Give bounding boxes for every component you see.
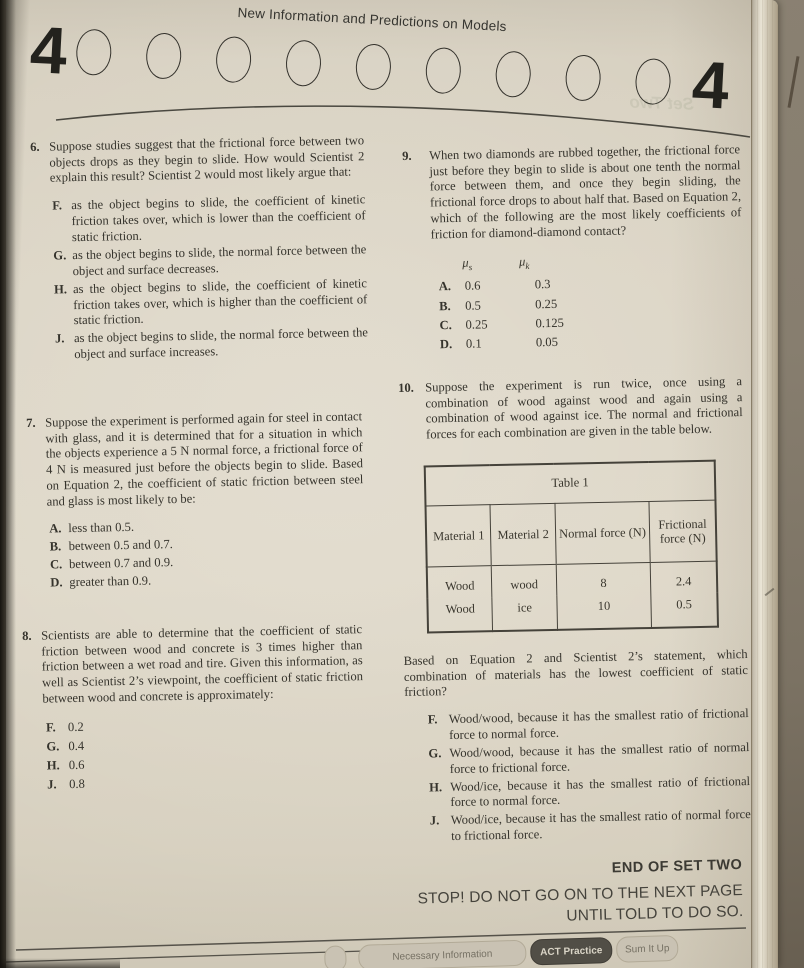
option-text: Wood/ice, because it has the smallest ratio of normal force to frictional force.: [450, 807, 751, 844]
question-stem-text: Suppose the experiment is run twice, once using a combination of wood against wood and again using a combination of wood against ice. The normal and frictional forces for each combination are given in the table below.: [424, 374, 743, 442]
cell-frictional-force: 0.5: [651, 592, 718, 627]
cell-normal-force: 8: [556, 562, 651, 595]
option-letter: F.: [427, 712, 438, 727]
tab-necessary-information: [358, 940, 527, 968]
option-A: [439, 273, 743, 295]
question-9: [402, 142, 744, 356]
question-8: [22, 622, 365, 796]
option-J: [34, 326, 369, 365]
option-text: Wood/wood, because it has the smallest ratio of normal force to frictional force.: [449, 739, 750, 776]
option-B: [439, 292, 743, 314]
option-letter: B.: [49, 539, 62, 554]
question-7-options: [28, 515, 365, 591]
option-text: between 0.7 and 0.9.: [68, 555, 174, 572]
col-header-frictional-force: Frictional force (N): [649, 500, 717, 562]
mu-s-value: 0.25: [465, 317, 488, 332]
table-1: [424, 459, 719, 633]
question-number: 10.: [398, 380, 415, 395]
cell-normal-force: 10: [557, 594, 652, 630]
table-header-row: [426, 500, 717, 567]
bottom-corner-shadow: [0, 958, 120, 968]
option-letter: H.: [46, 758, 60, 773]
tab-label: ACT Practice: [540, 944, 603, 958]
stop-notice-line-1: STOP! DO NOT GO ON TO THE NEXT PAGE: [417, 881, 744, 908]
question-9-stem: [402, 142, 742, 243]
question-10-options: [405, 706, 752, 846]
option-value: 0.2: [67, 719, 84, 734]
option-letter: C.: [439, 317, 452, 333]
col-header-normal-force: Normal force (N): [555, 501, 651, 564]
question-stem-text: Suppose the experiment is performed again for steel in contact with glass, and it is determined that for a situation in which the objects experience a 5 N normal force, a frictional force of 4 N is measured just before the objects begin to slide. Based on Equation 2, the coefficient of static friction between steel and glass is most likely to be:: [44, 409, 364, 509]
section-title: New Information and Predictions on Models: [237, 5, 507, 35]
option-letter: D.: [50, 575, 63, 590]
mu-s-value: 0.6: [464, 278, 481, 294]
tab-label: Sum It Up: [624, 942, 670, 956]
question-stem-text: Scientists are able to determine that the coefficient of static friction between wood and concrete is 3 times higher than friction between a wet road and tire. Given this information, as well as Scientist 2’s viewpoint, the coefficient of static friction between wood and concrete is approximately:: [40, 622, 364, 706]
option-value: 0.6: [68, 757, 85, 773]
option-J: [407, 807, 752, 846]
cell-material-1: Wood: [445, 578, 475, 593]
option-letter: F.: [52, 198, 63, 213]
cell-frictional-force: 2.4: [650, 561, 717, 594]
question-number: 6.: [30, 139, 40, 154]
option-H: [33, 276, 368, 330]
mu-s-value: 0.1: [465, 336, 482, 351]
mu-k-value: 0.25: [534, 296, 558, 311]
table-row: [427, 592, 718, 632]
test-booklet-page: [6, 0, 778, 968]
end-of-set-text: END OF SET TWO: [611, 857, 743, 877]
mu-k-value: 0.3: [534, 277, 551, 292]
option-value: 0.8: [68, 776, 86, 792]
spine-shadow: [0, 0, 16, 968]
question-7: [26, 409, 366, 594]
answer-bubble: [285, 39, 322, 87]
question-stem-text: When two diamonds are rubbed together, the frictional force just before they begin to slide is about one tenth the normal force between them, and once they begin sliding, the frictional force drops to about half that. Based on Equation 2, which of the following are the most likely coefficients of friction for diamond-diamond contact?: [428, 142, 742, 241]
question-stem-text: Suppose studies suggest that the frictional force between two objects drops as they begin to slide. How would Scientist 2 explain this result? Scientist 2 would most likely argue that:: [48, 133, 365, 186]
question-number: 7.: [26, 415, 36, 430]
answer-bubble: [215, 36, 252, 84]
tab-fragment: [324, 945, 347, 968]
page-number-left: 4: [28, 12, 66, 88]
option-letter: D.: [439, 337, 453, 352]
option-C: [439, 311, 743, 333]
option-text: greater than 0.9.: [69, 573, 152, 590]
option-F: [405, 706, 750, 745]
option-F: [31, 192, 366, 246]
option-H: [406, 774, 751, 813]
option-letter: A.: [49, 521, 62, 536]
mu-column-headers: [462, 250, 742, 276]
option-text: Wood/wood, because it has the smallest ratio of frictional force to normal force.: [448, 705, 749, 742]
question-8-stem: [22, 622, 364, 707]
background-streak: [788, 56, 800, 108]
mu-s-value: 0.5: [465, 298, 482, 313]
question-6: [30, 133, 368, 366]
option-value: 0.4: [68, 738, 85, 753]
col-header-material-1: Material 1: [426, 504, 492, 566]
option-text: between 0.5 and 0.7.: [68, 537, 173, 554]
option-text: as the object begins to slide, the normal force between the object and surface decreases.: [72, 242, 367, 278]
option-letter: A.: [438, 279, 452, 294]
mu-s-symbol: $\mu_s$: [462, 255, 473, 273]
question-10-stem: [398, 374, 743, 444]
option-G: [32, 242, 367, 281]
bleedthrough-text: Set Two: [629, 92, 695, 114]
answer-bubble: [145, 32, 182, 80]
option-letter: G.: [46, 738, 60, 754]
option-text: less than 0.5.: [68, 520, 135, 536]
col-header-material-2: Material 2: [490, 503, 556, 565]
question-number: 8.: [22, 628, 32, 643]
option-letter: H.: [429, 779, 443, 795]
option-text: Wood/ice, because it has the smallest ratio of frictional force to normal force.: [450, 773, 751, 810]
page-number-right: 4: [690, 46, 728, 123]
tab-label: Necessary Information: [392, 948, 493, 963]
option-text: as the object begins to slide, the normal force between the object and surface increases.: [73, 325, 369, 362]
answer-bubble: [424, 47, 461, 95]
option-text: as the object begins to slide, the coefficient of kinetic friction takes over, which is higher than the coefficient of static friction.: [72, 275, 368, 328]
mu-k-symbol: $\mu_k$: [518, 254, 530, 272]
question-6-stem: [30, 133, 365, 187]
question-7-stem: [26, 409, 364, 510]
question-8-options: [24, 713, 365, 794]
option-letter: F.: [45, 719, 56, 735]
question-10: [398, 374, 751, 848]
table-title: Table 1: [425, 460, 716, 505]
cell-material-2: ice: [492, 596, 557, 631]
option-letter: C.: [49, 557, 63, 572]
answer-bubble: [75, 28, 112, 76]
option-letter: G.: [428, 745, 442, 761]
question-number: 9.: [402, 148, 412, 163]
question-10-followup: Based on Equation 2 and Scientist 2’s statement, which combination of materials has the lowest coefficient of static friction?: [403, 646, 749, 700]
option-G: [405, 740, 750, 779]
cell-material-1: Wood: [445, 601, 476, 616]
option-D: [440, 330, 744, 352]
mu-k-value: 0.125: [535, 315, 565, 331]
option-letter: H.: [53, 281, 68, 297]
option-letter: B.: [439, 298, 451, 313]
tab-act-practice: [530, 937, 613, 966]
option-text: as the object begins to slide, the coefficient of kinetic friction takes over, which is lower than the coefficient of static friction.: [71, 192, 366, 245]
answer-bubble: [354, 43, 391, 91]
option-J: [47, 770, 365, 793]
option-letter: J.: [54, 331, 65, 346]
cell-material-2: wood: [492, 564, 557, 597]
option-letter: J.: [429, 813, 440, 828]
option-letter: G.: [53, 248, 67, 263]
mu-k-value: 0.05: [535, 334, 559, 350]
stop-notice-line-2: UNTIL TOLD TO DO SO.: [566, 902, 744, 925]
book-page-edges: [751, 0, 778, 968]
question-9-options: [405, 273, 744, 354]
question-6-options: [31, 192, 368, 364]
tab-sum-it-up: [616, 935, 679, 963]
option-letter: J.: [46, 777, 57, 792]
